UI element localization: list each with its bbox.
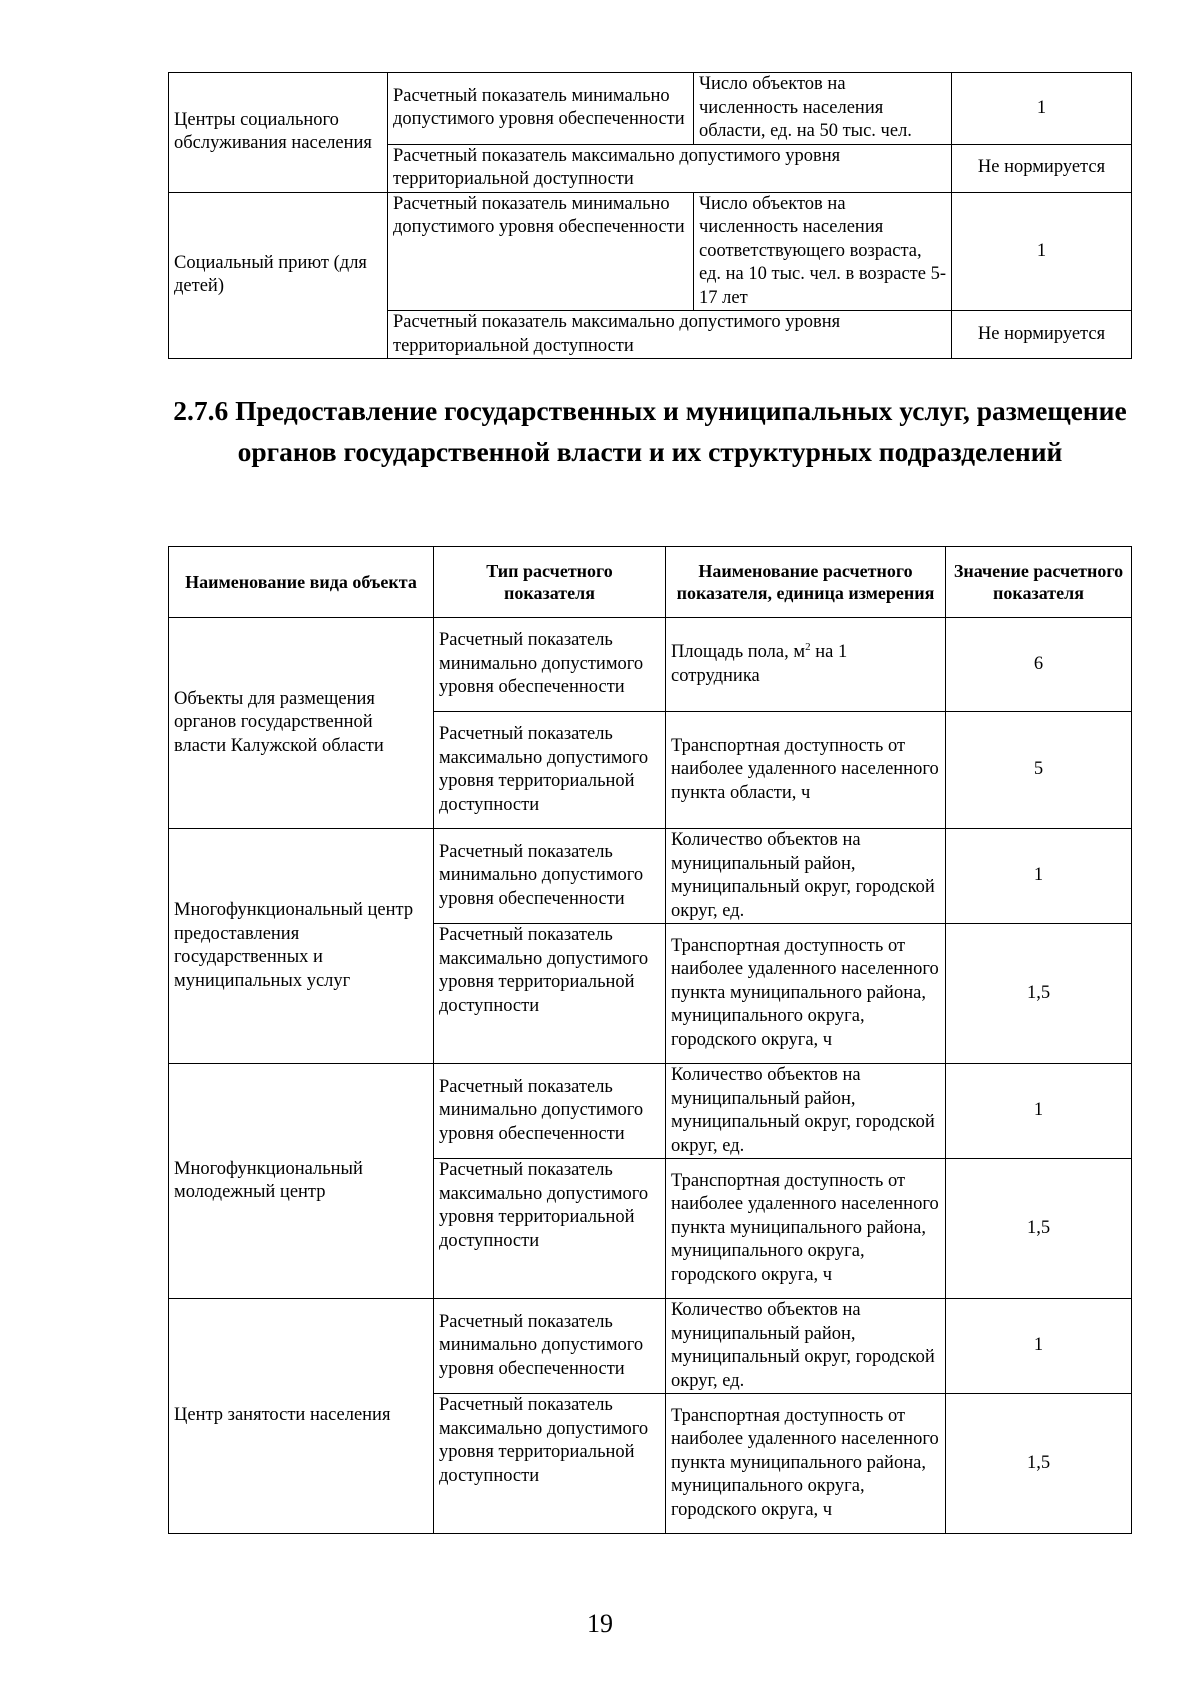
object-name: Многофункциональный молодежный центр xyxy=(169,1064,434,1299)
indicator-value: 1,5 xyxy=(946,1159,1132,1299)
indicator-value: 1,5 xyxy=(946,1394,1132,1534)
indicator-type: Расчетный показатель максимально допустимого уровня территориальной доступности xyxy=(388,144,952,192)
indicator-unit: Число объектов на численность населения области, ед. на 50 тыс. чел. xyxy=(694,73,952,145)
indicator-type: Расчетный показатель минимально допустимого уровня обеспеченности xyxy=(434,618,666,712)
social-services-table xyxy=(168,72,1132,359)
object-name: Многофункциональный центр предоставления государственных и муниципальных услуг xyxy=(169,829,434,1064)
table-row xyxy=(169,829,1132,924)
object-name: Объекты для размещения органов государственной власти Калужской области xyxy=(169,618,434,829)
header-object-name: Наименование вида объекта xyxy=(169,547,434,618)
indicator-unit: Транспортная доступность от наиболее удаленного населенного пункта области, ч xyxy=(666,712,946,829)
indicator-value: Не нормируется xyxy=(952,311,1132,359)
table-row xyxy=(169,1064,1132,1159)
indicator-value: 1 xyxy=(946,1064,1132,1159)
indicator-unit: Транспортная доступность от наиболее удаленного населенного пункта муниципального района, муниципального округа, городского округа, ч xyxy=(666,924,946,1064)
indicator-type: Расчетный показатель минимально допустимого уровня обеспеченности xyxy=(434,1299,666,1394)
indicator-value: 1 xyxy=(952,192,1132,311)
section-heading: 2.7.6 Предоставление государственных и муниципальных услуг, размещение органов государственной власти и их структурных подразделений xyxy=(173,395,1127,467)
indicator-unit: Количество объектов на муниципальный район, муниципальный округ, городской округ, ед. xyxy=(666,1064,946,1159)
indicator-value: 1 xyxy=(946,829,1132,924)
header-indicator-type: Тип расчетного показателя xyxy=(434,547,666,618)
unit-text: на 1 сотрудника xyxy=(671,642,848,686)
indicator-unit xyxy=(666,618,946,712)
indicator-value: Не нормируется xyxy=(952,144,1132,192)
state-services-table xyxy=(168,546,1132,1534)
indicator-type: Расчетный показатель минимально допустимого уровня обеспеченности xyxy=(388,192,694,311)
table-row xyxy=(169,1299,1132,1394)
unit-superscript: 2 xyxy=(805,640,811,653)
header-indicator-value: Значение расчетного показателя xyxy=(946,547,1132,618)
page-number: 19 xyxy=(587,1609,613,1638)
indicator-type: Расчетный показатель максимально допустимого уровня территориальной доступности xyxy=(434,1159,666,1299)
indicator-value: 6 xyxy=(946,618,1132,712)
indicator-value: 5 xyxy=(946,712,1132,829)
indicator-unit: Количество объектов на муниципальный район, муниципальный округ, городской округ, ед. xyxy=(666,829,946,924)
indicator-unit: Количество объектов на муниципальный район, муниципальный округ, городской округ, ед. xyxy=(666,1299,946,1394)
indicator-type: Расчетный показатель минимально допустимого уровня обеспеченности xyxy=(388,73,694,145)
table-header-row xyxy=(169,547,1132,618)
indicator-type: Расчетный показатель минимально допустимого уровня обеспеченности xyxy=(434,1064,666,1159)
table-row xyxy=(169,618,1132,712)
indicator-unit: Число объектов на численность населения соответствующего возраста, ед. на 10 тыс. чел. в возрасте 5-17 лет xyxy=(694,192,952,311)
header-indicator-name: Наименование расчетного показателя, единица измерения xyxy=(666,547,946,618)
object-name: Центры социального обслуживания населения xyxy=(169,73,388,193)
indicator-unit: Транспортная доступность от наиболее удаленного населенного пункта муниципального района, муниципального округа, городского округа, ч xyxy=(666,1394,946,1534)
indicator-type: Расчетный показатель максимально допустимого уровня территориальной доступности xyxy=(434,712,666,829)
object-name: Центр занятости населения xyxy=(169,1299,434,1534)
object-name: Социальный приют (для детей) xyxy=(169,192,388,359)
indicator-value: 1 xyxy=(952,73,1132,145)
indicator-value: 1 xyxy=(946,1299,1132,1394)
indicator-unit: Транспортная доступность от наиболее удаленного населенного пункта муниципального района, муниципального округа, городского округа, ч xyxy=(666,1159,946,1299)
indicator-type: Расчетный показатель максимально допустимого уровня территориальной доступности xyxy=(388,311,952,359)
unit-text: Площадь пола, м xyxy=(671,642,806,662)
indicator-type: Расчетный показатель максимально допустимого уровня территориальной доступности xyxy=(434,1394,666,1534)
indicator-value: 1,5 xyxy=(946,924,1132,1064)
indicator-type: Расчетный показатель минимально допустимого уровня обеспеченности xyxy=(434,829,666,924)
indicator-type: Расчетный показатель максимально допустимого уровня территориальной доступности xyxy=(434,924,666,1064)
